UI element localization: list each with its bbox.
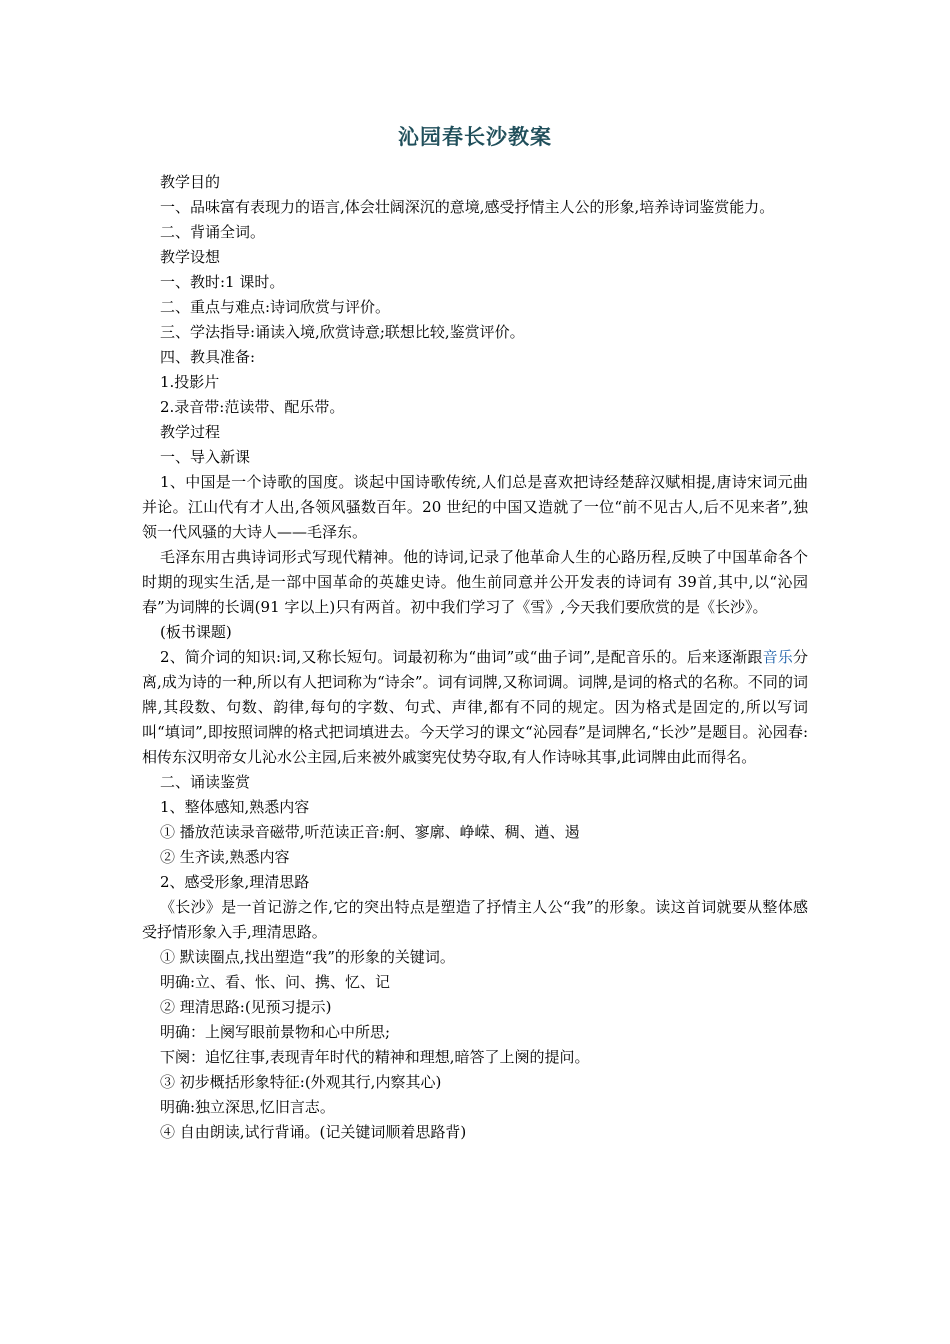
plan-item-1: 一、教时:1 课时。	[160, 273, 285, 291]
ci-knowledge-text-before: 2、简介词的知识:词,又称长短句。词最初称为“曲词”或“曲子词”,是配音乐的。后来逐渐跟	[160, 648, 763, 666]
goal-item-2: 二、背诵全词。	[160, 223, 266, 241]
section-reading: 二、诵读鉴赏	[160, 773, 251, 791]
heading-teaching-plan: 教学设想	[160, 248, 221, 266]
heading-teaching-process: 教学过程	[160, 423, 221, 441]
reading-step-2: 2、感受形象,理清思路	[160, 873, 310, 891]
plan-item-3: 三、学法指导:诵读入境,欣赏诗意;联想比较,鉴赏评价。	[160, 323, 525, 341]
ci-knowledge-paragraph	[142, 645, 808, 770]
reading-step-2d: ④ 自由朗读,试行背诵。(记关键词顺着思路背)	[160, 1123, 467, 1141]
reading-step-1a: ① 播放范读录音磁带,听范读正音:舸、寥廓、峥嵘、稠、遒、遏	[160, 823, 580, 841]
section-intro: 一、导入新课	[160, 448, 251, 466]
plan-item-2: 二、重点与难点:诗词欣赏与评价。	[160, 298, 391, 316]
reading-step-2c: ③ 初步概括形象特征:(外观其行,内察其心)	[160, 1073, 442, 1091]
intro-paragraph-1: 1、中国是一个诗歌的国度。谈起中国诗歌传统,人们总是喜欢把诗经楚辞汉赋相提,唐诗宋词元曲并论。江山代有才人出,各领风骚数百年。20 世纪的中国又造就了一位“前不见古人,后不见来者”,独领一代风骚的大诗人——毛泽东。	[142, 473, 808, 541]
reading-step-2a: ① 默读圈点,找出塑造“我”的形象的关键词。	[160, 948, 455, 966]
document-body	[142, 170, 808, 1145]
answer-2b-lower: 下阕：追忆往事,表现青年时代的精神和理想,暗答了上阕的提问。	[160, 1048, 590, 1066]
board-note: (板书课题)	[160, 623, 232, 641]
document-title: 沁园春长沙教案	[398, 124, 552, 149]
reading-step-1: 1、整体感知,熟悉内容	[160, 798, 310, 816]
music-link[interactable]: 音乐	[762, 648, 793, 666]
answer-2a: 明确:立、看、怅、问、携、忆、记	[160, 973, 391, 991]
reading-step-2-desc: 《长沙》是一首记游之作,它的突出特点是塑造了抒情主人公“我”的形象。读这首词就要从整体感受抒情形象入手,理清思路。	[142, 898, 808, 941]
goal-item-1: 一、品味富有表现力的语言,体会壮阔深沉的意境,感受抒情主人公的形象,培养诗词鉴赏能力。	[160, 198, 775, 216]
intro-paragraph-2: 毛泽东用古典诗词形式写现代精神。他的诗词,记录了他革命人生的心路历程,反映了中国革命各个时期的现实生活,是一部中国革命的英雄史诗。他生前同意并公开发表的诗词有 39首,其中,以“沁园春”为词牌的长调(91 字以上)只有两首。初中我们学习了《雪》,今天我们要欣赏的是《长沙》。	[142, 548, 808, 616]
heading-teaching-goals: 教学目的	[160, 173, 221, 191]
answer-2b-upper: 明确：上阕写眼前景物和心中所思;	[160, 1023, 391, 1041]
tool-item-2: 2.录音带:范读带、配乐带。	[160, 398, 345, 416]
tool-item-1: 1.投影片	[160, 373, 220, 391]
plan-item-4: 四、教具准备:	[160, 348, 256, 366]
answer-2c: 明确:独立深思,忆旧言志。	[160, 1098, 335, 1116]
reading-step-1b: ② 生齐读,熟悉内容	[160, 848, 290, 866]
ci-knowledge-text-after: 分离,成为诗的一种,所以有人把词称为“诗余”。词有词牌,又称词调。词牌,是词的格式的名称。不同的词牌,其段数、句数、韵律,每句的字数、句式、声律,都有不同的规定。因为格式是固定的,所以写词叫“填词”,即按照词牌的格式把词填进去。今天学习的课文“沁园春”是词牌名,“长沙”是题目。沁园春:相传东汉明帝女儿沁水公主园,后来被外戚窦宪仗势夺取,有人作诗咏其事,此词牌由此而得名。	[142, 648, 808, 766]
reading-step-2b: ② 理清思路:(见预习提示)	[160, 998, 332, 1016]
